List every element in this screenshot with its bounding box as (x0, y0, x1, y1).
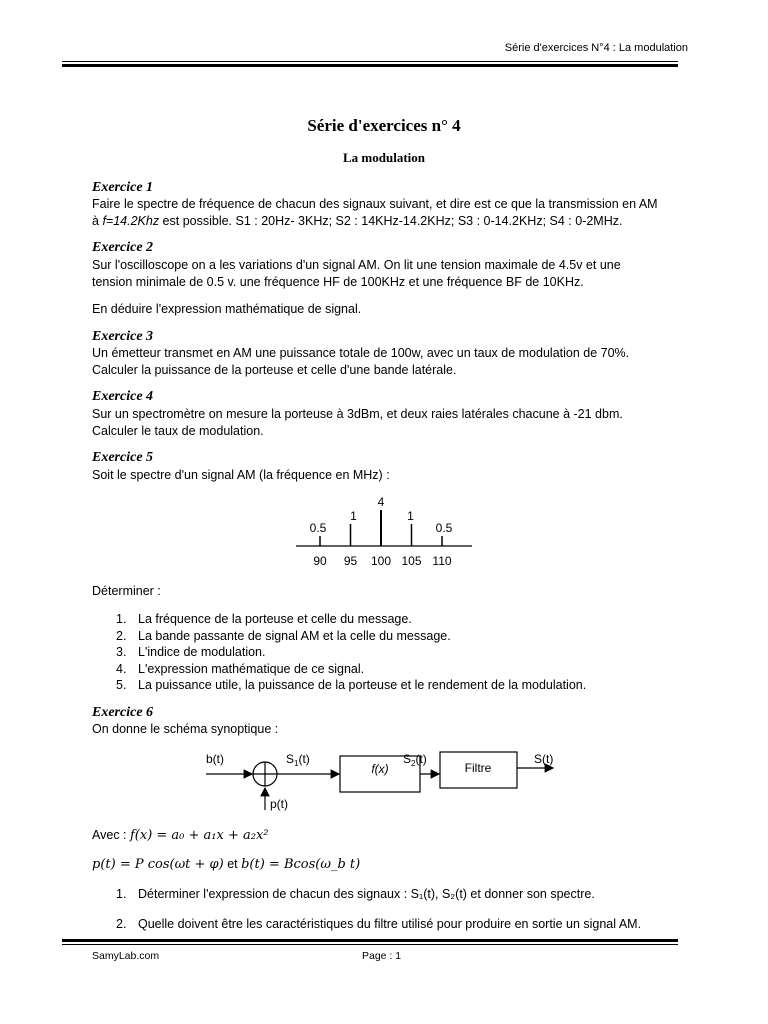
exercise-1-line-2-post: est possible. S1 : 20Hz- 3KHz; S2 : 14KHz-14.2KHz; S3 : 0-14.2KHz; S4 : 0-2MHz. (159, 213, 623, 228)
exercise-5-question-text: La bande passante de signal AM et la celle du message. (138, 628, 451, 643)
exercise-2-line-3: En déduire l'expression mathématique de signal. (92, 302, 362, 316)
exercise-1-line-1: Faire le spectre de fréquence de chacun des signaux suivant, et dire est ce que la transmission en AM (92, 197, 658, 211)
exercise-5-question-text: L'indice de modulation. (138, 645, 266, 659)
footer-rule-thin (62, 944, 678, 945)
spectrum-value-label: 0.5 (435, 521, 453, 535)
header-rule-thick (62, 64, 678, 67)
exercise-4-line-2: Calculer le taux de modulation. (92, 423, 264, 438)
question-1-text: Déterminer l'expression de chacun des signaux : S₁(t), S₂(t) et donner son spectre. (138, 887, 595, 901)
exercise-4-text (92, 406, 692, 439)
exercise-6-question-2 (116, 916, 696, 933)
exercise-4-heading: Exercice 4 (92, 389, 154, 404)
exercise-5-question (116, 661, 586, 678)
input-label: b(t) (206, 752, 224, 766)
filter-label: Filtre (464, 761, 492, 775)
exercise-2-text (92, 257, 692, 290)
exercise-2-heading: Exercice 2 (92, 240, 154, 255)
exercise-5-line-1: Soit le spectre d'un signal AM (la fréquence en MHz) : (92, 468, 390, 482)
exercise-5-questions (116, 611, 586, 694)
exercise-5-question-text: La fréquence de la porteuse et celle du message. (138, 612, 412, 626)
spectrum-value-label: 4 (377, 495, 385, 509)
spectrum-tick-label: 90 (313, 554, 327, 568)
exercise-5-question-text: La puissance utile, la puissance de la porteuse et le rendement de la modulation. (138, 678, 587, 692)
exercise-3-heading: Exercice 3 (92, 329, 154, 344)
exercise-1-heading: Exercice 1 (92, 180, 154, 195)
s2-label: $S_2(t)$ (403, 752, 427, 768)
question-1-number: 1. (116, 887, 127, 901)
exercise-5-question-number: 4. (116, 661, 127, 676)
exercise-1-text (92, 196, 692, 229)
exercise-5-heading: Exercice 5 (92, 450, 154, 465)
fx-label: f(x) (371, 762, 389, 776)
output-label: S(t) (534, 752, 554, 766)
formula-b: b(t) = Bcos(ω_b t) (241, 857, 361, 872)
exercise-4-line-1: Sur un spectromètre on mesure la porteuse à 3dBm, et deux raies latérales chacune à -21 dbm. (92, 407, 623, 421)
footer-site: SamyLab.com (92, 950, 160, 962)
footer-rule-thick (62, 939, 678, 942)
spectrum-tick-label: 95 (343, 554, 358, 568)
am-spectrum-chart (280, 488, 490, 576)
spectrum-value-label: 1 (407, 509, 414, 523)
exercise-6-question-1 (116, 886, 696, 903)
spectrum-tick-label: 100 (370, 554, 392, 568)
exercise-5-question-number: 2. (116, 628, 127, 643)
footer-page: Page : 1 (362, 950, 402, 962)
exercise-5-question-number: 1. (116, 612, 127, 626)
exercise-5-question-number: 5. (116, 678, 127, 692)
header-rule-thin (62, 61, 678, 62)
exercise-5-question-text: L'expression mathématique de ce signal. (138, 661, 365, 676)
exercise-1-frequency: f=14.2Khz (102, 213, 160, 228)
exercise-5-question-number: 3. (116, 645, 127, 659)
formula-et: et (223, 857, 242, 871)
spectrum-value-label: 0.5 (309, 521, 327, 535)
exercise-5-determine: Déterminer : (92, 584, 161, 598)
exercise-5-question (116, 628, 586, 645)
exercise-2-line-2: tension minimale de 0.5 v. une fréquence HF de 100KHz et une fréquence BF de 10KHz. (92, 274, 584, 289)
formula-line-1 (92, 828, 269, 843)
exercise-1-line-2-pre: à (92, 213, 103, 228)
question-2-number: 2. (116, 917, 127, 931)
formula-f: f(x) = a₀ + a₁x + a₂x² (129, 828, 269, 843)
avec-label: Avec : (92, 828, 130, 842)
exercise-3-line-2: Calculer la puissance de la porteuse et celle d'une bande latérale. (92, 362, 457, 377)
spectrum-tick-label: 110 (432, 554, 452, 568)
spectrum-value-label: 1 (350, 509, 357, 523)
exercise-5-question (116, 611, 586, 628)
synoptic-diagram (200, 744, 560, 816)
exercise-5-question (116, 677, 586, 694)
exercise-6-heading: Exercice 6 (92, 705, 154, 720)
s1-label: $S_1(t)$ (286, 752, 310, 768)
exercise-2-line-1: Sur l'oscilloscope on a les variations d'un signal AM. On lit une tension maximale de 4.5v et une (92, 258, 621, 272)
page-title: Série d'exercices n° 4 (307, 116, 461, 135)
carrier-label: p(t) (270, 797, 288, 811)
exercise-1-line-2 (92, 213, 692, 230)
spectrum-tick-label: 105 (401, 554, 422, 568)
exercise-6-line-1: On donne le schéma synoptique : (92, 722, 279, 736)
formula-p: p(t) = P cos(ωt + φ) (92, 857, 224, 872)
exercise-5-question (116, 644, 586, 661)
page-subtitle: La modulation (343, 150, 425, 165)
exercise-3-line-1: Un émetteur transmet en AM une puissance totale de 100w, avec un taux de modulation de 70%. (92, 346, 630, 360)
running-header: Série d'exercices N°4 : La modulation (504, 42, 688, 54)
exercise-3-text (92, 345, 692, 378)
formula-line-2 (92, 857, 360, 872)
question-2-text: Quelle doivent être les caractéristiques du filtre utilisé pour produire en sortie un signal AM. (138, 917, 642, 931)
